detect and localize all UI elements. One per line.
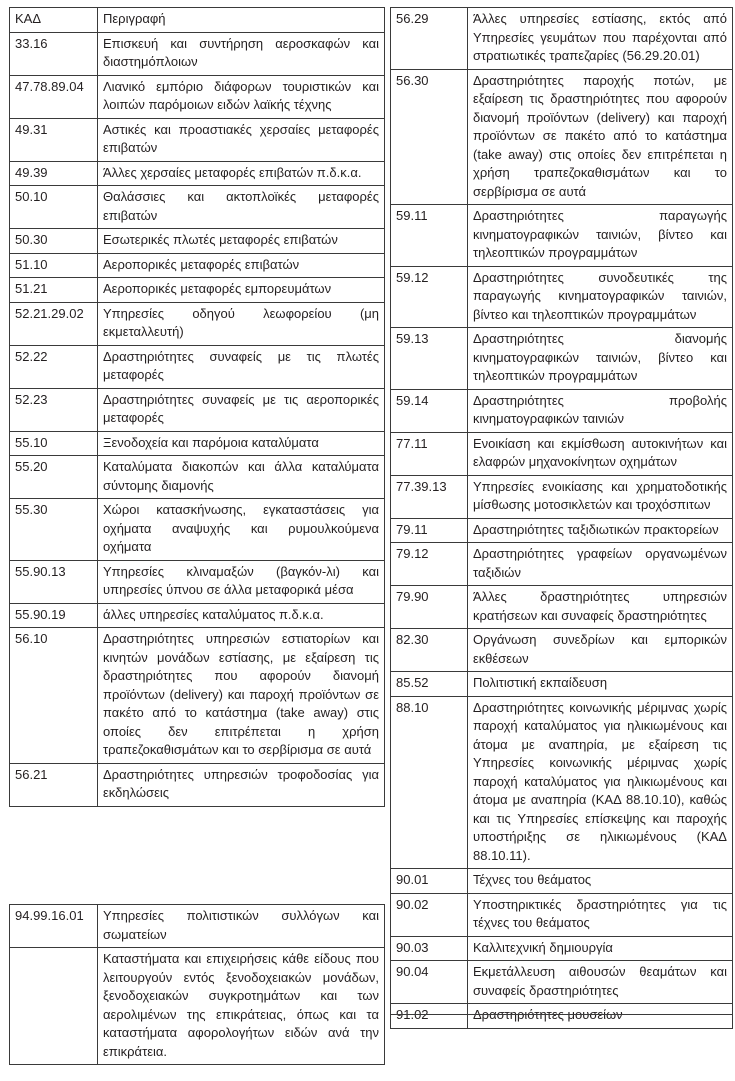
kad-code-cell: 47.78.89.04	[10, 75, 98, 118]
description-cell: άλλες υπηρεσίες καταλύματος π.δ.κ.α.	[98, 603, 385, 628]
description-cell: Εκμετάλλευση αιθουσών θεαμάτων και συναφείς δραστηριότητες	[468, 961, 733, 1004]
kad-code-cell: 33.16	[10, 32, 98, 75]
kad-code-cell: 52.22	[10, 345, 98, 388]
description-cell: Δραστηριότητες διανομής κινηματογραφικών ταινιών, βίντεο και τηλεοπτικών προγραμμάτων	[468, 328, 733, 390]
kad-code-cell: 59.11	[391, 205, 468, 267]
description-cell: Επισκευή και συντήρηση αεροσκαφών και διαστημόπλοιων	[98, 32, 385, 75]
table-row	[10, 186, 385, 229]
table-row	[391, 69, 733, 205]
kad-code-cell: 88.10	[391, 696, 468, 869]
table-row	[391, 432, 733, 475]
kad-code-cell: 50.10	[10, 186, 98, 229]
description-cell: Άλλες χερσαίες μεταφορές επιβατών π.δ.κ.α.	[98, 161, 385, 186]
kad-code-cell: 55.10	[10, 431, 98, 456]
description-cell: Δραστηριότητες παραγωγής κινηματογραφικών ταινιών, βίντεο και τηλεοπτικών προγραμμάτων	[468, 205, 733, 267]
header-description: Περιγραφή	[98, 8, 385, 33]
description-cell: Υπηρεσίες κλιναμαξών (βαγκόν-λι) και υπηρεσίες ύπνου σε άλλα μεταφορικά μέσα	[98, 560, 385, 603]
kad-table-left-2	[9, 904, 385, 1065]
description-cell: Δραστηριότητες γραφείων οργανωμένων ταξιδιών	[468, 543, 733, 586]
kad-code-cell: 79.11	[391, 518, 468, 543]
kad-code-cell: 79.90	[391, 586, 468, 629]
table-row	[10, 948, 385, 1065]
kad-code-cell: 51.21	[10, 278, 98, 303]
kad-code-cell: 85.52	[391, 672, 468, 697]
description-cell: Οργάνωση συνεδρίων και εμπορικών εκθέσεων	[468, 629, 733, 672]
kad-code-cell: 55.90.13	[10, 560, 98, 603]
kad-code-cell: 77.11	[391, 432, 468, 475]
kad-code-cell: 59.14	[391, 389, 468, 432]
table-row	[10, 603, 385, 628]
description-cell: Άλλες δραστηριότητες υπηρεσιών κρατήσεων και συναφείς δραστηριότητες	[468, 586, 733, 629]
description-cell: Δραστηριότητες κοινωνικής μέριμνας χωρίς παροχή καταλύματος για ηλικιωμένους και άτομα με αναπηρία, με εξαίρεση τις Υπηρεσίες κοινωνικής μέριμνας χωρίς παροχή καταλύματος για ηλικιωμένους και άτομα με αναπηρία (ΚΑΔ 88.10.10), καθώς και τις Υπηρεσίες επίσκεψης και παροχής υποστήριξης σε ηλικιωμένους (ΚΑΔ 88.10.11).	[468, 696, 733, 869]
description-cell: Δραστηριότητες ταξιδιωτικών πρακτορείων	[468, 518, 733, 543]
table-row	[10, 229, 385, 254]
table-row	[10, 278, 385, 303]
kad-code-cell: 90.02	[391, 893, 468, 936]
description-cell: Αεροπορικές μεταφορές επιβατών	[98, 253, 385, 278]
description-cell: Ξενοδοχεία και παρόμοια καταλύματα	[98, 431, 385, 456]
table-row	[391, 1004, 733, 1029]
table-end-divider	[390, 1014, 733, 1015]
kad-code-cell: 91.02	[391, 1004, 468, 1029]
description-cell: Καταλύματα διακοπών και άλλα καταλύματα σύντομης διαμονής	[98, 456, 385, 499]
description-cell: Χώροι κατασκήνωσης, εγκαταστάσεις για οχήματα αναψυχής και ρυμουλκούμενα οχήματα	[98, 499, 385, 561]
kad-code-cell: 56.30	[391, 69, 468, 205]
kad-code-cell: 49.31	[10, 118, 98, 161]
table-row	[10, 75, 385, 118]
kad-code-cell: 90.03	[391, 936, 468, 961]
table-row	[10, 499, 385, 561]
table-row	[10, 388, 385, 431]
description-cell: Υποστηρικτικές δραστηριότητες για τις τέχνες του θεάματος	[468, 893, 733, 936]
kad-code-cell: 90.04	[391, 961, 468, 1004]
description-cell: Ενοικίαση και εκμίσθωση αυτοκινήτων και ελαφρών μηχανοκίνητων οχημάτων	[468, 432, 733, 475]
table-row	[10, 253, 385, 278]
kad-code-cell: 77.39.13	[391, 475, 468, 518]
description-cell: Δραστηριότητες μουσείων	[468, 1004, 733, 1029]
description-cell: Υπηρεσίες ενοικίασης και χρηματοδοτικής μίσθωσης μοτοσικλετών και τροχόσπιτων	[468, 475, 733, 518]
table-row	[10, 905, 385, 948]
description-cell: Λιανικό εμπόριο διάφορων τουριστικών και λοιπών παρόμοιων ειδών λαϊκής τέχνης	[98, 75, 385, 118]
table-row	[10, 345, 385, 388]
kad-code-cell: 94.99.16.01	[10, 905, 98, 948]
table-row	[391, 696, 733, 869]
description-cell: Δραστηριότητες προβολής κινηματογραφικών ταινιών	[468, 389, 733, 432]
kad-code-cell: 56.29	[391, 8, 468, 70]
description-cell: Καλλιτεχνική δημιουργία	[468, 936, 733, 961]
table-row	[10, 560, 385, 603]
kad-code-cell: 90.01	[391, 869, 468, 894]
kad-table-left	[9, 7, 385, 807]
header-kad: ΚΑΔ	[10, 8, 98, 33]
table-row	[391, 389, 733, 432]
kad-table-right	[390, 7, 733, 1029]
kad-code-cell: 55.30	[10, 499, 98, 561]
description-cell: Δραστηριότητες συναφείς με τις πλωτές μεταφορές	[98, 345, 385, 388]
description-cell: Τέχνες του θεάματος	[468, 869, 733, 894]
table-row	[10, 431, 385, 456]
table-row	[10, 118, 385, 161]
table-row	[391, 475, 733, 518]
kad-code-cell: 49.39	[10, 161, 98, 186]
table-row	[391, 518, 733, 543]
description-cell: Υπηρεσίες πολιτιστικών συλλόγων και σωματείων	[98, 905, 385, 948]
table-row	[10, 161, 385, 186]
description-cell: Εσωτερικές πλωτές μεταφορές επιβατών	[98, 229, 385, 254]
description-cell: Άλλες υπηρεσίες εστίασης, εκτός από Υπηρεσίες γευμάτων που παρέχονται από στρατιωτικές τραπεζαρίες (56.29.20.01)	[468, 8, 733, 70]
description-cell: Θαλάσσιες και ακτοπλοϊκές μεταφορές επιβατών	[98, 186, 385, 229]
kad-code-cell: 56.21	[10, 763, 98, 806]
description-cell: Υπηρεσίες οδηγού λεωφορείου (μη εκμεταλλευτή)	[98, 302, 385, 345]
description-cell: Αστικές και προαστιακές χερσαίες μεταφορές επιβατών	[98, 118, 385, 161]
table-row	[391, 893, 733, 936]
table-row	[391, 629, 733, 672]
table-row	[10, 302, 385, 345]
table-row	[391, 8, 733, 70]
kad-code-cell	[10, 948, 98, 1065]
description-cell: Δραστηριότητες παροχής ποτών, με εξαίρεση τις δραστηριότητες που αφορούν διανομή προϊόντων (delivery) και παροχή προϊόντων σε πακέτο από το κατάστημα (take away) στις οποίες δεν επιτρέπεται η χρήση τραπεζοκαθισμάτων και το σερβίρισμα σε αυτά	[468, 69, 733, 205]
kad-code-cell: 82.30	[391, 629, 468, 672]
table-row	[391, 586, 733, 629]
table-row	[391, 328, 733, 390]
kad-code-cell: 55.90.19	[10, 603, 98, 628]
kad-code-cell: 59.12	[391, 266, 468, 328]
table-row	[391, 266, 733, 328]
kad-code-cell: 52.21.29.02	[10, 302, 98, 345]
description-cell: Καταστήματα και επιχειρήσεις κάθε είδους που λειτουργούν εντός ξενοδοχειακών μονάδων, ξενοδοχειακών συγκροτημάτων και των αερολιμένων της επικράτειας, όπως και τα καταστήματα αφορολογήτων ειδών ανά την επικράτεια.	[98, 948, 385, 1065]
table-row	[391, 205, 733, 267]
table-row	[391, 936, 733, 961]
kad-code-cell: 59.13	[391, 328, 468, 390]
table-header-row	[10, 8, 385, 33]
description-cell: Αεροπορικές μεταφορές εμπορευμάτων	[98, 278, 385, 303]
table-row	[391, 961, 733, 1004]
table-row	[10, 456, 385, 499]
description-cell: Δραστηριότητες συνοδευτικές της παραγωγής κινηματογραφικών ταινιών, βίντεο και τηλεοπτικών προγραμμάτων	[468, 266, 733, 328]
table-row	[391, 672, 733, 697]
table-row	[10, 32, 385, 75]
table-row	[10, 763, 385, 806]
description-cell: Δραστηριότητες συναφείς με τις αεροπορικές μεταφορές	[98, 388, 385, 431]
description-cell: Πολιτιστική εκπαίδευση	[468, 672, 733, 697]
kad-code-cell: 56.10	[10, 628, 98, 764]
kad-code-cell: 55.20	[10, 456, 98, 499]
description-cell: Δραστηριότητες υπηρεσιών τροφοδοσίας για εκδηλώσεις	[98, 763, 385, 806]
kad-code-cell: 52.23	[10, 388, 98, 431]
table-row	[10, 628, 385, 764]
kad-code-cell: 51.10	[10, 253, 98, 278]
kad-code-cell: 79.12	[391, 543, 468, 586]
table-row	[391, 869, 733, 894]
table-row	[391, 543, 733, 586]
kad-code-cell: 50.30	[10, 229, 98, 254]
description-cell: Δραστηριότητες υπηρεσιών εστιατορίων και κινητών μονάδων εστίασης, με εξαίρεση τις δραστηριότητες που αφορούν διανομή προϊόντων (delivery) και παροχή προϊόντων σε πακέτο από το κατάστημα (take away) στις οποίες δεν επιτρέπεται η χρήση τραπεζοκαθισμάτων και το σερβίρισμα σε αυτά	[98, 628, 385, 764]
